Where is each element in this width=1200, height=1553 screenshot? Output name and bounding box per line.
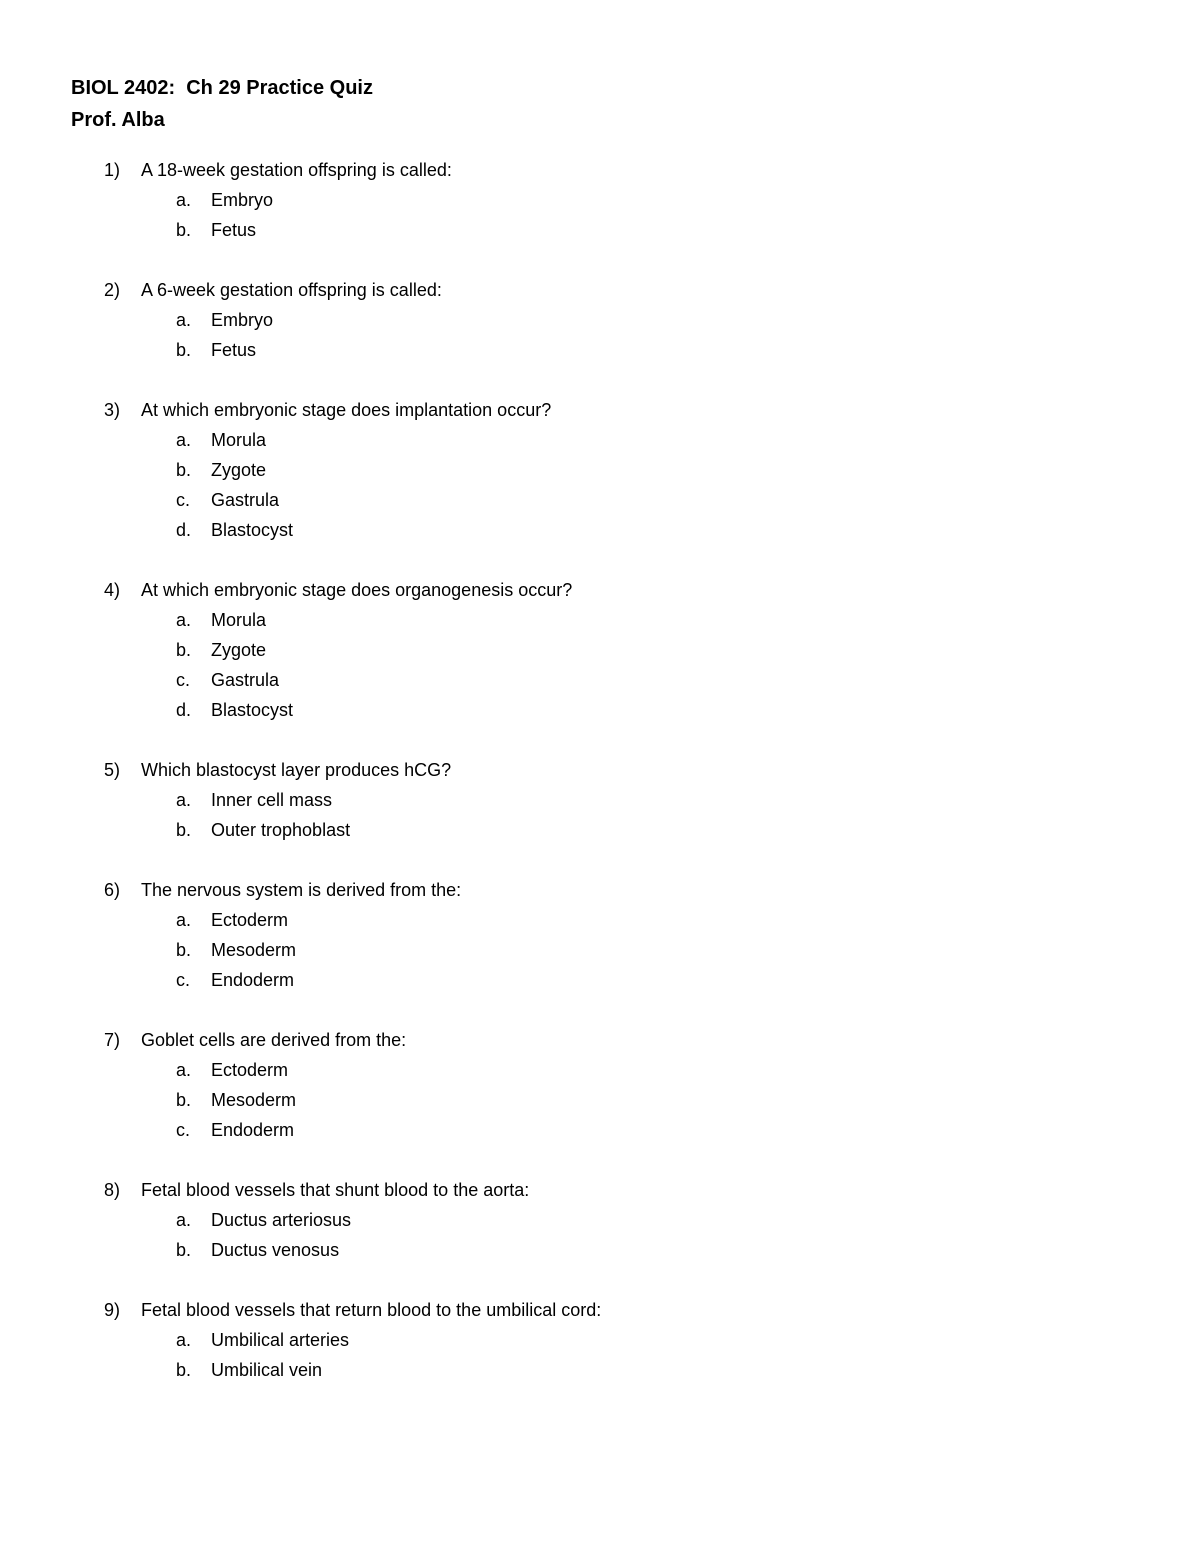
option-letter: b.: [176, 220, 192, 240]
option-text: Ductus arteriosus: [211, 1210, 352, 1230]
option-letter: c.: [176, 490, 191, 510]
question-text: Which blastocyst layer produces hCG?: [141, 760, 452, 780]
answer-option: [0, 1205, 1200, 1235]
question-8: [0, 1175, 1200, 1265]
question-text: A 6-week gestation offspring is called:: [141, 280, 442, 300]
option-text: Umbilical vein: [211, 1360, 323, 1380]
option-letter: a.: [176, 610, 192, 630]
option-text: Outer trophoblast: [211, 820, 351, 840]
question-line: [0, 275, 1200, 305]
question-4: [0, 575, 1200, 725]
option-letter: a.: [176, 430, 192, 450]
question-line: [0, 1025, 1200, 1055]
option-letter: d.: [176, 520, 192, 540]
answer-option: [0, 305, 1200, 335]
option-text: Mesoderm: [211, 940, 297, 960]
question-line: [0, 875, 1200, 905]
answer-option: [0, 815, 1200, 845]
document-title: BIOL 2402: Ch 29 Practice Quiz: [71, 77, 373, 99]
answer-option: [0, 1085, 1200, 1115]
option-text: Umbilical arteries: [211, 1330, 350, 1350]
question-5: [0, 755, 1200, 845]
option-letter: b.: [176, 340, 192, 360]
option-text: Ductus venosus: [211, 1240, 340, 1260]
answer-option: [0, 425, 1200, 455]
question-number: 3): [104, 400, 121, 420]
option-letter: a.: [176, 910, 192, 930]
question-number: 5): [104, 760, 121, 780]
question-number: 2): [104, 280, 121, 300]
question-text: At which embryonic stage does organogenesis occur?: [141, 580, 573, 600]
question-line: [0, 155, 1200, 185]
option-letter: b.: [176, 1090, 192, 1110]
option-text: Fetus: [211, 340, 257, 360]
question-line: [0, 395, 1200, 425]
answer-option: [0, 635, 1200, 665]
question-line: [0, 755, 1200, 785]
question-line: [0, 1175, 1200, 1205]
option-text: Embryo: [211, 190, 274, 210]
option-text: Embryo: [211, 310, 274, 330]
option-letter: b.: [176, 640, 192, 660]
answer-option: [0, 185, 1200, 215]
option-letter: b.: [176, 820, 192, 840]
option-text: Fetus: [211, 220, 257, 240]
question-number: 8): [104, 1180, 121, 1200]
question-2: [0, 275, 1200, 365]
question-number: 4): [104, 580, 121, 600]
option-letter: b.: [176, 940, 192, 960]
option-text: Gastrula: [211, 670, 280, 690]
question-6: [0, 875, 1200, 995]
option-text: Zygote: [211, 640, 267, 660]
option-letter: a.: [176, 1210, 192, 1230]
question-number: 7): [104, 1030, 121, 1050]
answer-option: [0, 935, 1200, 965]
answer-option: [0, 1115, 1200, 1145]
option-text: Endoderm: [211, 970, 295, 990]
question-text: At which embryonic stage does implantation occur?: [141, 400, 552, 420]
question-number: 6): [104, 880, 121, 900]
answer-option: [0, 515, 1200, 545]
question-line: [0, 1295, 1200, 1325]
answer-option: [0, 1235, 1200, 1265]
question-text: The nervous system is derived from the:: [141, 880, 462, 900]
option-letter: c.: [176, 970, 191, 990]
question-3: [0, 395, 1200, 545]
option-text: Mesoderm: [211, 1090, 297, 1110]
answer-option: [0, 695, 1200, 725]
answer-option: [0, 215, 1200, 245]
question-text: Goblet cells are derived from the:: [141, 1030, 407, 1050]
answer-option: [0, 485, 1200, 515]
option-text: Morula: [211, 430, 267, 450]
option-letter: a.: [176, 790, 192, 810]
question-list: [0, 155, 1200, 1415]
option-text: Blastocyst: [211, 520, 294, 540]
question-text: Fetal blood vessels that return blood to the umbilical cord:: [141, 1300, 602, 1320]
option-letter: c.: [176, 670, 191, 690]
option-letter: d.: [176, 700, 192, 720]
answer-option: [0, 965, 1200, 995]
question-7: [0, 1025, 1200, 1145]
document-header: [71, 72, 373, 136]
answer-option: [0, 665, 1200, 695]
answer-option: [0, 905, 1200, 935]
option-letter: b.: [176, 1360, 192, 1380]
option-letter: a.: [176, 1330, 192, 1350]
question-text: Fetal blood vessels that shunt blood to the aorta:: [141, 1180, 530, 1200]
question-text: A 18-week gestation offspring is called:: [141, 160, 452, 180]
option-letter: a.: [176, 310, 192, 330]
answer-option: [0, 1355, 1200, 1385]
answer-option: [0, 1055, 1200, 1085]
question-1: [0, 155, 1200, 245]
answer-option: [0, 1325, 1200, 1355]
option-text: Inner cell mass: [211, 790, 333, 810]
answer-option: [0, 785, 1200, 815]
answer-option: [0, 335, 1200, 365]
document-author: Prof. Alba: [71, 109, 165, 131]
question-number: 1): [104, 160, 121, 180]
option-letter: b.: [176, 1240, 192, 1260]
question-number: 9): [104, 1300, 121, 1320]
option-letter: a.: [176, 190, 192, 210]
option-text: Morula: [211, 610, 267, 630]
question-line: [0, 575, 1200, 605]
option-text: Gastrula: [211, 490, 280, 510]
option-text: Ectoderm: [211, 1060, 289, 1080]
question-9: [0, 1295, 1200, 1385]
option-text: Zygote: [211, 460, 267, 480]
option-letter: b.: [176, 460, 192, 480]
option-letter: a.: [176, 1060, 192, 1080]
option-text: Ectoderm: [211, 910, 289, 930]
option-text: Blastocyst: [211, 700, 294, 720]
option-letter: c.: [176, 1120, 191, 1140]
option-text: Endoderm: [211, 1120, 295, 1140]
answer-option: [0, 605, 1200, 635]
answer-option: [0, 455, 1200, 485]
